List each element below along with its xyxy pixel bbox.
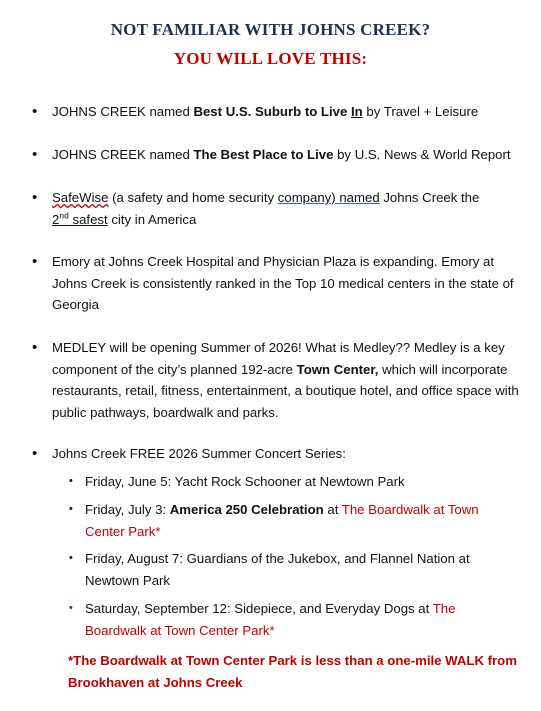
bullet-travel-leisure (32, 101, 522, 123)
concert-text: Friday, August 7: Guardians of the Jukebox, and Flannel Nation at Newtown Park (85, 551, 470, 588)
concert-venue-red: The Boardwalk at Town Center Park* (85, 601, 456, 638)
bullet-text: Johns Creek FREE 2026 Summer Concert Series: (52, 446, 346, 461)
heading-line-2: YOU WILL LOVE THIS: (173, 49, 368, 68)
concert-venue-red: The Boardwalk at Town Center Park* (85, 502, 479, 539)
rank-number: 2 (52, 211, 60, 227)
concert-text: Saturday, September 12: Sidepiece, and Everyday Dogs at (85, 601, 433, 616)
bullet-bold-text: The Best Place to Live (193, 147, 334, 162)
bullet-text: JOHNS CREEK named (52, 147, 194, 162)
bullet-icon: • (32, 189, 38, 206)
heading-line-1: NOT FAMILIAR WITH JOHNS CREEK? (110, 20, 431, 39)
bullet-bold-text: Town Center, (296, 361, 379, 377)
concert-september (69, 598, 505, 641)
company-named-word: company) named (277, 190, 380, 205)
bullet-emory (32, 251, 522, 316)
safest-word: safest (68, 211, 108, 227)
concert-bold-title: America 250 Celebration (169, 502, 324, 517)
bullet-text-end: by Travel + Leisure (362, 104, 479, 119)
bullet-text: (a safety and home security (108, 190, 278, 205)
bullet-icon: • (32, 339, 38, 356)
bullet-icon: • (32, 253, 38, 270)
concert-text: Friday, June 5: Yacht Rock Schooner at Newtown Park (85, 474, 405, 489)
concert-june (69, 471, 505, 493)
concert-august (69, 548, 505, 591)
bullet-medley (32, 337, 522, 423)
sub-bullet-icon: • (69, 475, 73, 487)
bullet-bold-text: Best U.S. Suburb to Live (193, 104, 351, 119)
bullet-us-news (32, 144, 522, 166)
bullet-text-end: city in America (107, 211, 197, 227)
bullet-bold-underlined-text: In (351, 104, 363, 119)
bullet-text: JOHNS CREEK named (52, 104, 194, 119)
concert-july (69, 499, 505, 542)
bullet-icon: • (32, 103, 38, 120)
bullet-icon: • (32, 146, 38, 163)
bullet-concert-series (32, 443, 522, 465)
bullet-text-end: which will incorporate restaurants, retail, fitness, entertainment, a boutique hotel, and office space with public pathways, boardwalk and parks. (52, 361, 519, 420)
bullet-icon: • (32, 445, 38, 462)
bullet-text: MEDLEY will be opening Summer of 2026! What is Medley?? Medley is a key component of the city’s planned 192-acre (52, 340, 505, 377)
concert-date: Friday, July 3: (85, 502, 170, 517)
bullet-text: Emory at Johns Creek Hospital and Physician Plaza is expanding. Emory at Johns Creek is consistently ranked in the Top 10 medical centers in the state of Georgia (52, 254, 514, 312)
rank-suffix: nd (59, 210, 69, 221)
safewise-word: SafeWise (52, 190, 109, 205)
footer-note: *The Boardwalk at Town Center Park is less than a one-mile WALK from Brookhaven at Johns Creek (68, 653, 517, 690)
bullet-text: Johns Creek the (379, 190, 480, 205)
second-safest (52, 212, 108, 227)
bullet-safewise (32, 187, 522, 230)
bullet-text-end: by U.S. News & World Report (333, 147, 511, 162)
concert-text: at (323, 502, 342, 517)
sub-bullet-icon: • (69, 503, 73, 515)
sub-bullet-icon: • (69, 552, 73, 564)
sub-bullet-icon: • (69, 602, 73, 614)
